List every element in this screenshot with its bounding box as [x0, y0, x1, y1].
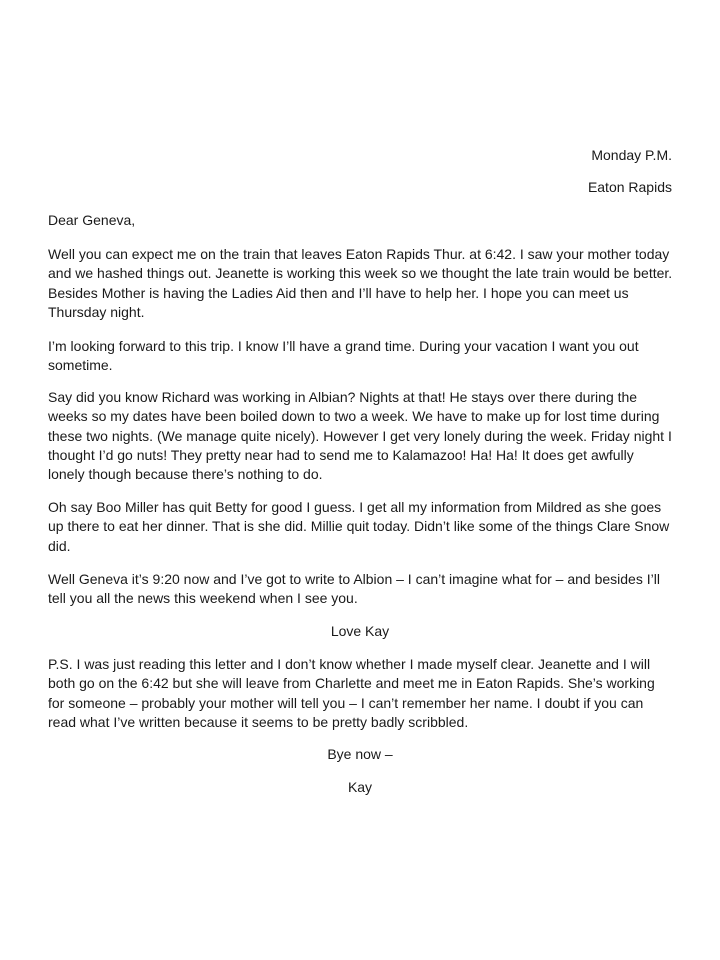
letter-place: Eaton Rapids [587, 179, 672, 195]
paragraph-5: Well Geneva it’s 9:20 now and I’ve got to write to Albion – I can’t imagine what for – and besides I’ll tell you all the news this weekend when I see you. [48, 571, 660, 607]
paragraph-1: Well you can expect me on the train that leaves Eaton Rapids Thur. at 6:42. I saw your mother today and we hashed things out. Jeanette is working this week so we thought the late train would be better. Besides Mother is having the Ladies Aid then and I’ll have to help her. I hope you can meet us Thursday night. [48, 246, 673, 320]
letter-day: Monday P.M. [591, 147, 672, 163]
paragraph-3: Say did you know Richard was working in Albian? Nights at that! He stays over there during the weeks so my dates have been boiled down to two a week. We have to make up for lost time during these two nights. (We manage quite nicely). However I get very lonely during the week. Friday night I thought I’d go nuts! They pretty near had to send me to Kalamazoo! Ha! Ha! It does get awfully lonely though because there’s nothing to do. [48, 389, 672, 483]
salutation: Dear Geneva, [48, 212, 136, 228]
closing: Love Kay [330, 623, 390, 639]
paragraph-2: I’m looking forward to this trip. I know I’ll have a grand time. During your vacation I want you out sometime. [48, 338, 639, 374]
bye-line: Bye now – [327, 746, 393, 762]
signature: Kay [347, 779, 373, 795]
paragraph-4: Oh say Boo Miller has quit Betty for good I guess. I get all my information from Mildred as she goes up there to eat her dinner. That is she did. Millie quit today. Didn’t like some of the things Clare Snow did. [48, 499, 670, 554]
postscript: P.S. I was just reading this letter and I don’t know whether I made myself clear. Jeanette and I will both go on the 6:42 but she will leave from Charlette and meet me in Eaton Rapids. She’s working for someone – probably your mother will tell you – I can’t remember her name. I doubt if you can read what I’ve written because it seems to be pretty badly scribbled. [48, 656, 655, 730]
